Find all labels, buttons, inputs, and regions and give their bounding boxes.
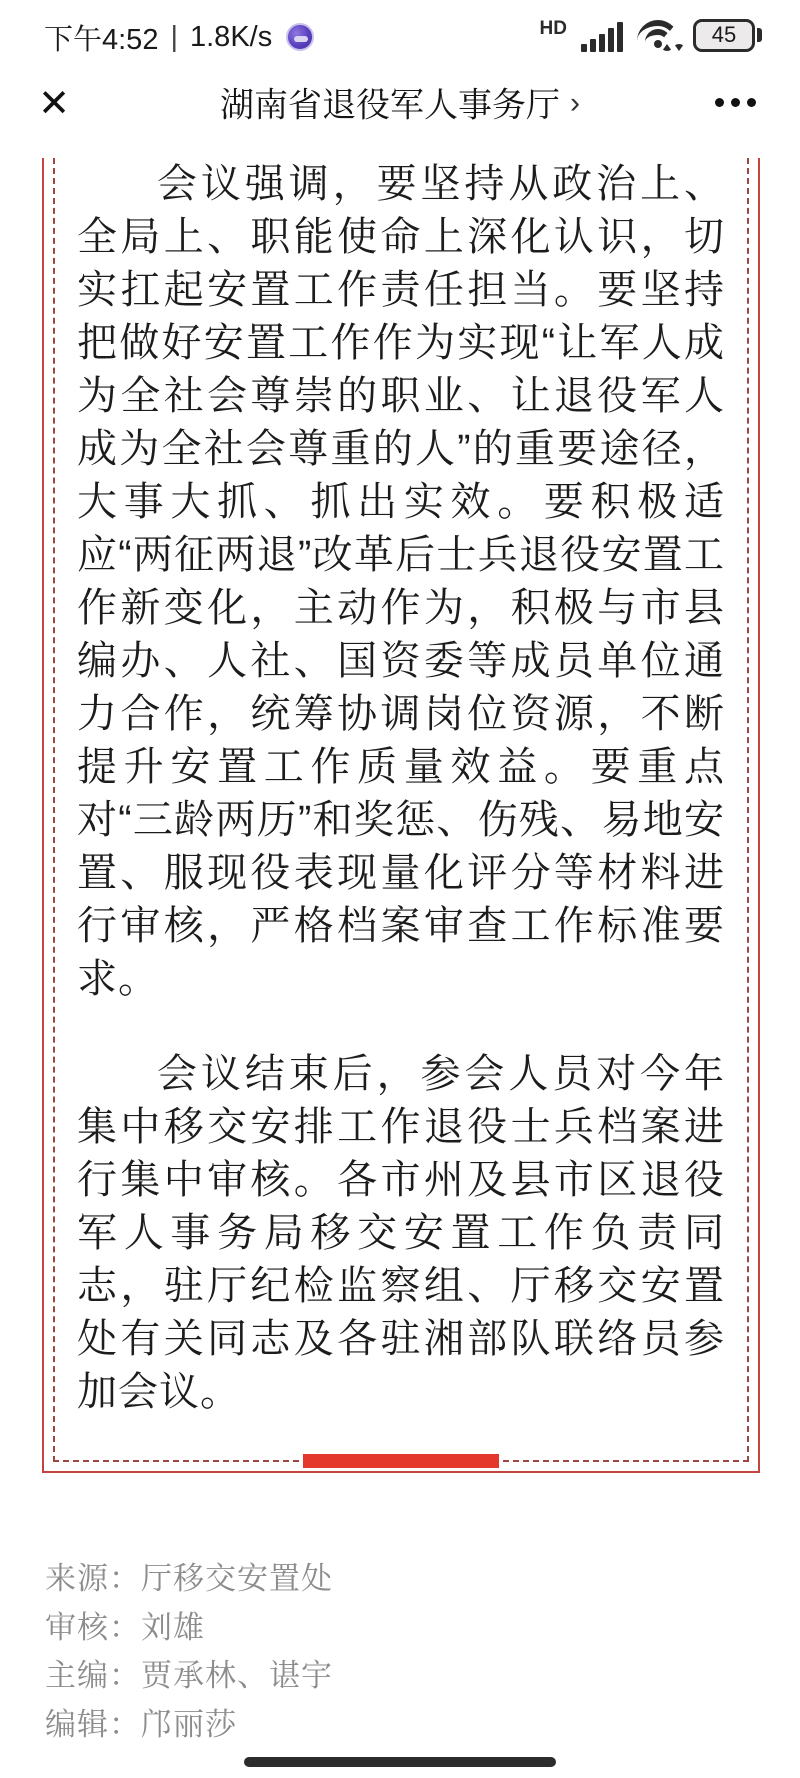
status-right — [540, 19, 762, 56]
account-title[interactable] — [220, 78, 580, 127]
red-divider-bar — [303, 1454, 499, 1468]
nav-bar — [0, 64, 800, 140]
battery-percent: 45 — [693, 19, 755, 52]
article-dashed-box — [53, 158, 749, 1462]
status-left — [44, 17, 314, 58]
credits-block — [45, 1555, 333, 1749]
chevron-right-icon: › — [570, 86, 580, 119]
notification-app-icon — [286, 23, 314, 51]
more-options-icon[interactable] — [700, 76, 770, 128]
status-separator: | — [170, 20, 178, 53]
article-paragraph: 会议结束后，参会人员对今年集中移交安排工作退役士兵档案进行集中审核。各市州及县市区退役军人事务局移交安置工作负责同志，驻厅纪检监察组、厅移交安置处有关同志及各驻湘部队联络员参加会议。 — [77, 1052, 725, 1414]
article-paragraph: 会议强调，要坚持从政治上、全局上、职能使命上深化认识，切实扛起安置工作责任担当。要坚持把做好安置工作作为实现“让军人成为全社会尊崇的职业、让退役军人成为全社会尊重的人”的重要途径，大事大抓、抓出实效。要积极适应“两征两退”改革后士兵退役安置工作新变化，主动作为，积极与市县编办、人社、国资委等成员单位通力合作，统筹协调岗位资源，不断提升安置工作质量效益。要重点对“三龄两历”和奖惩、伤残、易地安置、服现役表现量化评分等材料进行审核，严格档案审查工作标准要求。 — [77, 162, 725, 1001]
credit-source: 来源：厅移交安置处 — [45, 1561, 333, 1596]
article-border-box — [42, 158, 760, 1473]
clock-time: 下午4:52 — [44, 23, 159, 56]
network-speed: 1.8K/s — [190, 20, 273, 53]
hd-volte-icon: HD — [539, 17, 567, 39]
signal-strength-icon — [581, 22, 623, 52]
close-icon[interactable]: ✕ — [28, 78, 80, 130]
home-indicator-handle[interactable] — [244, 1757, 556, 1767]
battery-icon — [693, 19, 762, 52]
article-scroll-area[interactable] — [0, 140, 800, 1778]
battery-nub — [757, 28, 762, 42]
credit-reviewer: 审核：刘雄 — [45, 1609, 205, 1645]
status-bar — [0, 0, 800, 64]
credit-editor: 编辑：邝丽莎 — [45, 1706, 237, 1742]
wifi-icon — [637, 20, 679, 52]
credit-chief-editor: 主编：贾承林、谌宇 — [45, 1658, 333, 1693]
page-title: 湖南省退役军人事务厅 — [220, 86, 560, 125]
